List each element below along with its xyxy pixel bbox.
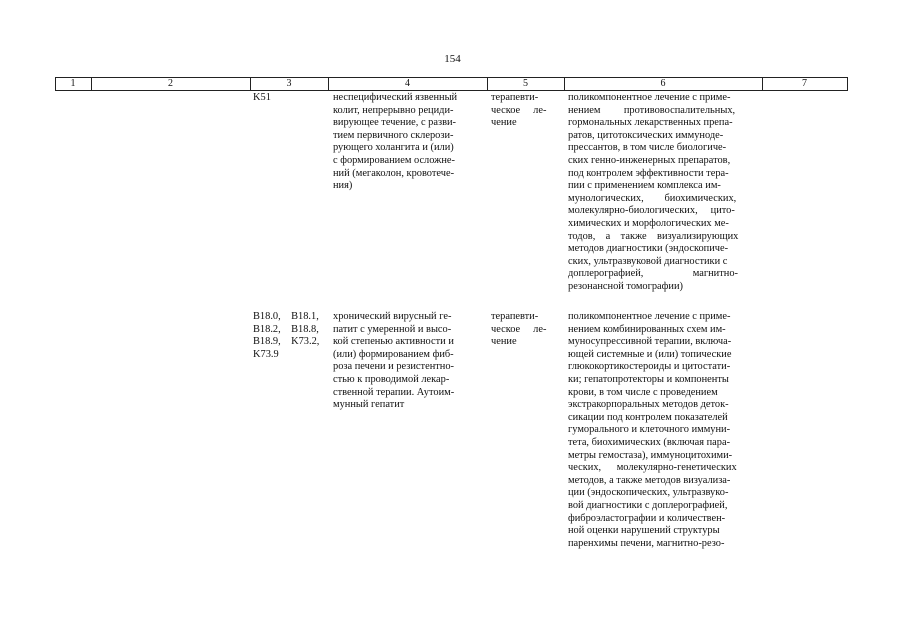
text-line: резонансной томографии): [568, 280, 683, 292]
text-line: ции (эндоскопических, ультразвуко-: [568, 487, 729, 499]
column-number: 5: [523, 78, 528, 89]
text-line: (или) формированием фиб-: [333, 348, 454, 360]
text-line: ющей системные и (или) топические: [568, 348, 732, 360]
text-line: ственной терапии. Аутоим-: [333, 386, 455, 398]
disease-codes: [253, 92, 325, 105]
text-line: глюкокортикостероиды и цитостати-: [568, 361, 731, 373]
text-line: метры гемостаза), иммуноцитохими-: [568, 449, 733, 461]
text-line: крови, в том числе с проведением: [568, 386, 718, 398]
column-divider: [847, 78, 848, 90]
text-line: хронический вирусный ге-: [333, 311, 452, 322]
text-line: фиброэластографии и количествен-: [568, 512, 726, 524]
text-line: ратов, цитотоксических иммуноде-: [568, 129, 724, 141]
text-line: терапевти-: [491, 311, 539, 322]
text-line: чение: [491, 336, 517, 348]
text-line: поликомпонентное лечение с приме-: [568, 311, 731, 322]
text-line: ки; гепатопротекторы и компоненты: [568, 373, 729, 385]
header-row-border: [55, 90, 848, 91]
text-line: ческое ле-: [491, 323, 547, 335]
text-line: доплерографией, магнитно-: [568, 268, 738, 280]
text-line: ния): [333, 180, 353, 192]
text-line: роза печени и резистентно-: [333, 361, 455, 373]
text-line: методов диагностики (эндоскопиче-: [568, 243, 729, 255]
text-line: стью к проводимой лекар-: [333, 373, 450, 385]
text-line: рующего холангита и (или): [333, 142, 454, 154]
text-line: мунный гепатит: [333, 399, 405, 411]
text-line: тодов, а также визуализирующих: [568, 230, 739, 242]
column-number: 2: [168, 78, 173, 89]
text-line: сикации под контролем показателей: [568, 411, 728, 423]
text-line: химических и морфологических ме-: [568, 217, 729, 229]
text-line: пии с применением комплекса им-: [568, 180, 721, 192]
text-line: патит с умеренной и высо-: [333, 323, 452, 335]
text-line: поликомпонентное лечение с приме-: [568, 92, 731, 103]
text-line: экстракорпоральных методов деток-: [568, 399, 729, 411]
text-line: ских генно-инженерных препаратов,: [568, 154, 731, 166]
text-line: под контролем эффективности тера-: [568, 167, 729, 179]
text-line: вой диагностики с доплерографией,: [568, 499, 728, 511]
treatment-type: [491, 92, 559, 130]
text-line: методов, а также методов визуализа-: [568, 474, 731, 486]
text-line: гуморального и клеточного иммуни-: [568, 424, 731, 436]
text-line: тием первичного склерози-: [333, 129, 454, 141]
text-line: паренхимы печени, магнитно-резо-: [568, 537, 725, 549]
text-line: прессантов, в том числе биологиче-: [568, 142, 727, 154]
treatment-type: [491, 311, 559, 349]
text-line: тета, биохимических (включая пара-: [568, 436, 731, 448]
disease-codes: [253, 311, 327, 361]
page-number: 154: [444, 53, 461, 65]
text-line: нением комбинированных схем им-: [568, 323, 726, 335]
disease-description: [333, 92, 481, 193]
text-line: ний (мегаколон, кровотече-: [333, 167, 455, 179]
text-line: молекулярно-биологических, цито-: [568, 205, 735, 217]
code-line: B18.0, B18.1,: [253, 311, 319, 322]
text-line: кой степенью активности и: [333, 336, 454, 348]
column-number: 3: [286, 78, 292, 89]
treatment-method: [568, 92, 758, 294]
disease-description: [333, 311, 481, 412]
text-line: чение: [491, 117, 517, 129]
text-line: терапевти-: [491, 92, 539, 103]
code-line: B18.9, K73.2,: [253, 336, 320, 348]
code-line: K73.9: [253, 348, 279, 360]
code-line: K51: [253, 92, 271, 103]
text-line: ских, ультразвуковой диагностики с: [568, 255, 728, 267]
text-line: ческих, молекулярно-генетических: [568, 462, 737, 474]
text-line: муносупрессивной терапии, включа-: [568, 336, 732, 348]
text-line: гормональных лекарственных препа-: [568, 117, 733, 129]
code-line: B18.2, B18.8,: [253, 323, 319, 335]
column-number: 1: [70, 78, 76, 89]
text-line: вирующее течение, с разви-: [333, 117, 457, 129]
column-number: 4: [405, 78, 410, 89]
text-line: нением противовоспалительных,: [568, 104, 736, 116]
text-line: колит, непрерывно рециди-: [333, 104, 454, 116]
column-number: 7: [802, 78, 807, 89]
text-line: мунологических, биохимических,: [568, 192, 737, 204]
text-line: с формированием осложне-: [333, 154, 455, 166]
column-number: 6: [660, 78, 666, 89]
treatment-method: [568, 311, 758, 550]
text-line: ной оценки нарушений структуры: [568, 525, 720, 537]
text-line: неспецифический язвенный: [333, 92, 458, 103]
text-line: ческое ле-: [491, 104, 547, 116]
